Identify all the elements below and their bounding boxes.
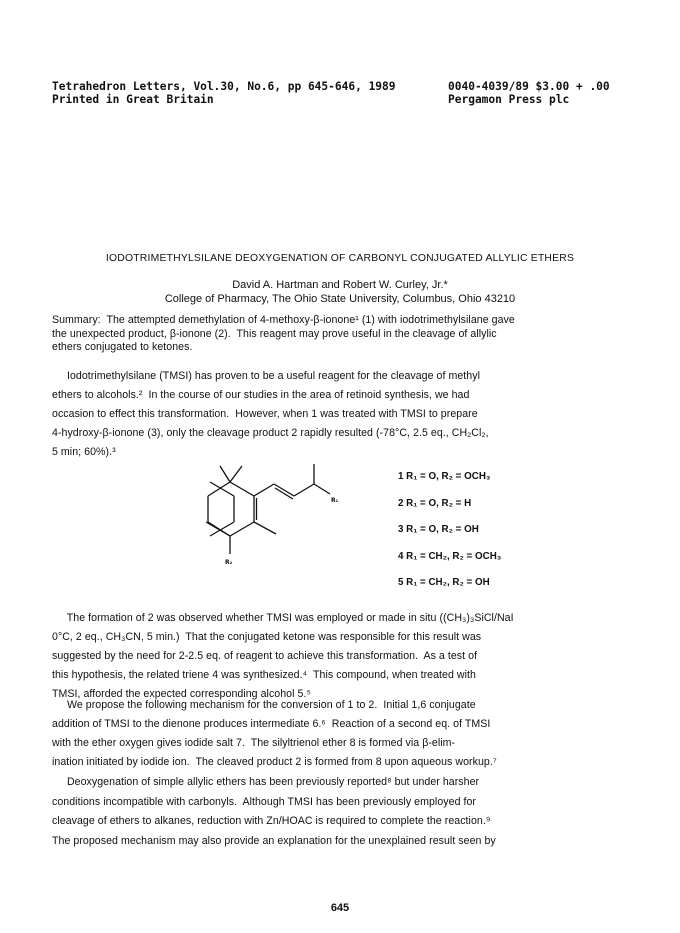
summary-line: the unexpected product, β-ionone (2). This reagent may prove useful in the cleavage of allylic [52, 327, 497, 340]
text-line: TMSI, afforded the expected corresponding alcohol 5.⁵ [52, 688, 311, 700]
page-number: 645 [330, 902, 350, 914]
header-row-2 [52, 93, 622, 106]
compound-5: 5 R₁ = CH₂, R₂ = OH [398, 577, 490, 588]
compound-4: 4 R₁ = CH₂, R₂ = OCH₃ [398, 550, 502, 562]
text-line: Iodotrimethylsilane (TMSI) has proven to be a useful reagent for the cleavage of methyl [52, 370, 480, 382]
text-line: 4-hydroxy-β-ionone (3), only the cleavage product 2 rapidly resulted (-78°C, 2.5 eq., CH₂Cl₂, [52, 427, 489, 439]
issn-price: 0040-4039/89 $3.00 + .00 [448, 80, 610, 93]
article-title: IODOTRIMETHYLSILANE DEOXYGENATION OF CARBONYL CONJUGATED ALLYLIC ETHERS [105, 253, 575, 264]
text-line: occasion to effect this transformation. However, when 1 was treated with TMSI to prepare [52, 408, 478, 420]
journal-header [52, 80, 622, 106]
journal-citation: Tetrahedron Letters, Vol.30, No.6, pp 645-646, 1989 [52, 80, 396, 93]
compound-2: 2 R₁ = O, R₂ = H [398, 497, 472, 509]
text-line: 5 min; 60%).³ [52, 446, 116, 458]
summary-line: Summary: The attempted demethylation of 4-methoxy-β-ionone¹ (1) with iodotrimethylsilane gave [52, 314, 515, 326]
text-line: ethers to alcohols.² In the course of our studies in the area of retinoid synthesis, we had [52, 389, 470, 401]
text-line: ination initiated by iodide ion. The cleaved product 2 is formed from 8 upon aqueous workup.⁷ [52, 756, 497, 768]
text-line: 0°C, 2 eq., CH₃CN, 5 min.) That the conjugated ketone was responsible for this result was [52, 631, 482, 643]
byline [0, 278, 680, 306]
paragraph-intro [52, 367, 627, 462]
affiliation: College of Pharmacy, The Ohio State University, Columbus, Ohio 43210 [164, 293, 516, 305]
publisher: Pergamon Press plc [448, 93, 570, 106]
text-line: suggested by the need for 2-2.5 eq. of reagent to achieve this transformation. As a test of [52, 650, 478, 662]
compound-list [398, 464, 501, 597]
text-line: The proposed mechanism may also provide an explanation for the unexplained result seen by [52, 834, 496, 847]
text-line: cleavage of ethers to alkanes, reduction with Zn/HOAC is required to complete the reaction.⁹ [52, 815, 491, 827]
paragraph-mechanism [52, 696, 627, 772]
text-line: with the ether oxygen gives iodide salt 7. The silyltrienol ether 8 is formed via β-elim- [52, 737, 456, 749]
compound-1: 1 R₁ = O, R₂ = OCH₃ [398, 471, 491, 482]
authors: David A. Hartman and Robert W. Curley, Jr.* [232, 279, 448, 291]
text-line: conditions incompatible with carbonyls. Although TMSI has been previously employed for [52, 795, 477, 808]
printed-in: Printed in Great Britain [52, 93, 214, 106]
paragraph-deoxygenation [52, 773, 627, 851]
r2-label: R₂ [225, 559, 233, 566]
summary-line: ethers conjugated to ketones. [52, 341, 193, 353]
chemical-structure [190, 460, 340, 570]
text-line: this hypothesis, the related triene 4 was synthesized.⁴ This compound, when treated with [52, 669, 476, 681]
compound-3: 3 R₁ = O, R₂ = OH [398, 524, 479, 535]
summary [52, 314, 627, 355]
text-line: The formation of 2 was observed whether TMSI was employed or made in situ ((CH₃)₃SiCl/NaI [52, 612, 514, 624]
text-line: We propose the following mechanism for the conversion of 1 to 2. Initial 1,6 conjugate [52, 699, 476, 711]
header-row-1 [52, 80, 622, 93]
r1-label: R₁ [331, 497, 339, 504]
text-line: addition of TMSI to the dienone produces intermediate 6.⁶ Reaction of a second eq. of TMSI [52, 718, 491, 730]
text-line: Deoxygenation of simple allylic ethers has been previously reported⁸ but under harsher [52, 776, 480, 788]
paragraph-formation [52, 609, 627, 704]
